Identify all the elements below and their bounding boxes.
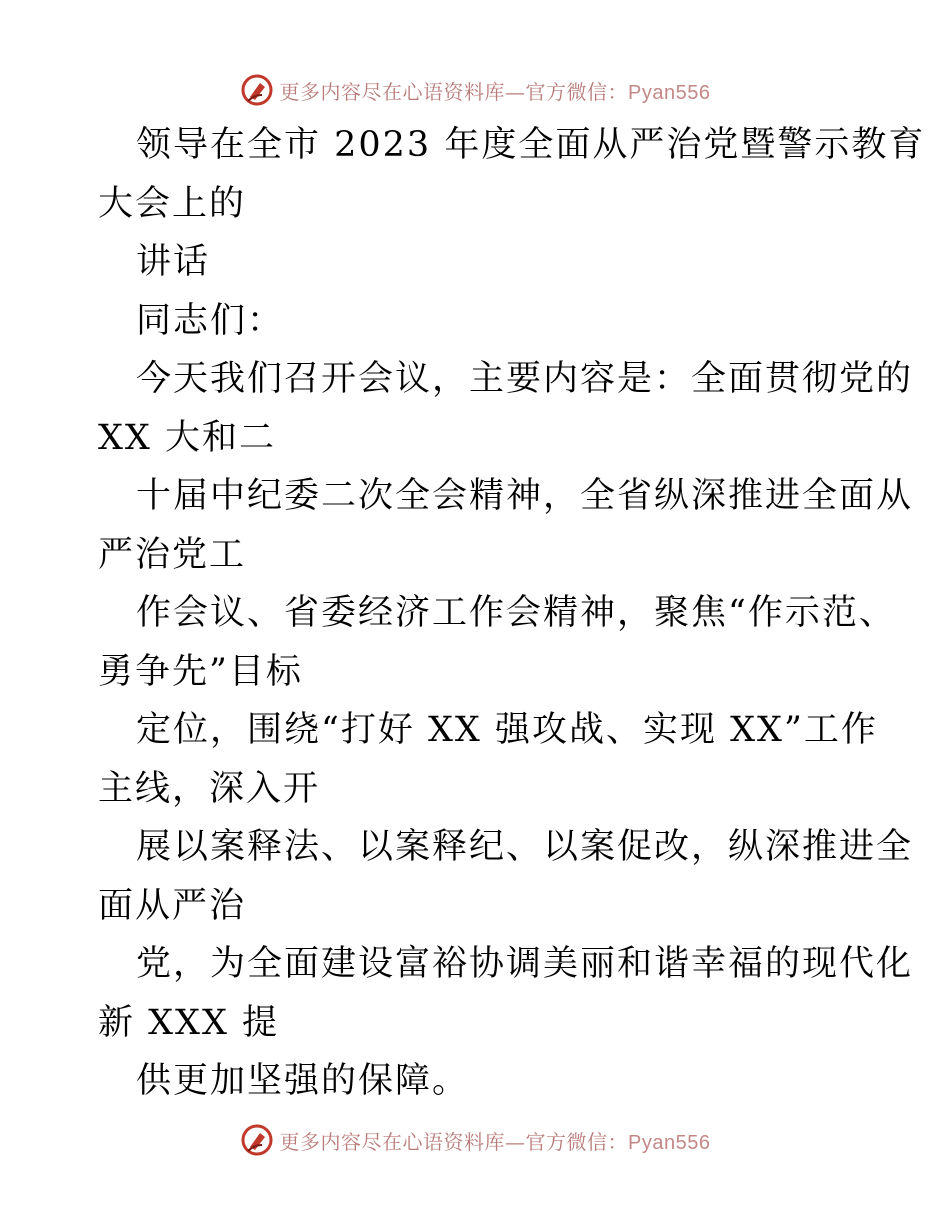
text-line: 供更加坚强的保障。 [136, 1061, 470, 1101]
pen-nib-logo-icon [240, 1123, 274, 1157]
text-line: XX 大和二 [98, 417, 276, 458]
wechat-id: Pyan556 [628, 81, 711, 104]
text-line: 严治党工 [98, 534, 247, 575]
text-line: 大会上的 [98, 183, 247, 224]
wechat-id: Pyan556 [628, 1131, 711, 1154]
text-line: 定位，围绕“打好 XX 强攻战、实现 XX”工作 [136, 710, 878, 750]
watermark-text: 更多内容尽在心语资料库—官方微信：Pyan556 [279, 79, 711, 104]
text-line: 主线，深入开 [98, 768, 321, 809]
text-line: 今天我们召开会议，主要内容是：全面贯彻党的 [136, 359, 914, 399]
text-line: 勇争先”目标 [98, 651, 303, 692]
text-line: 领导在全市 2023 年度全面从严治党暨警示教育 [136, 125, 926, 165]
header-watermark [0, 70, 950, 110]
text-line: 同志们： [136, 300, 285, 341]
text-line: 十届中纪委二次全会精神，全省纵深推进全面从 [136, 476, 914, 516]
text-line: 讲话 [136, 242, 211, 282]
pen-nib-logo-icon [240, 73, 274, 107]
text-line: 党，为全面建设富裕协调美丽和谐幸福的现代化 [136, 944, 914, 984]
footer-watermark [0, 1120, 950, 1160]
watermark-text: 更多内容尽在心语资料库—官方微信：Pyan556 [279, 1129, 711, 1154]
text-line: 新 XXX 提 [98, 1002, 280, 1043]
text-line: 作会议、省委经济工作会精神，聚焦“作示范、 [136, 593, 896, 633]
document-body [98, 116, 926, 1111]
text-line: 展以案释法、以案释纪、以案促改，纵深推进全 [136, 827, 914, 867]
text-line: 面从严治 [98, 885, 247, 926]
